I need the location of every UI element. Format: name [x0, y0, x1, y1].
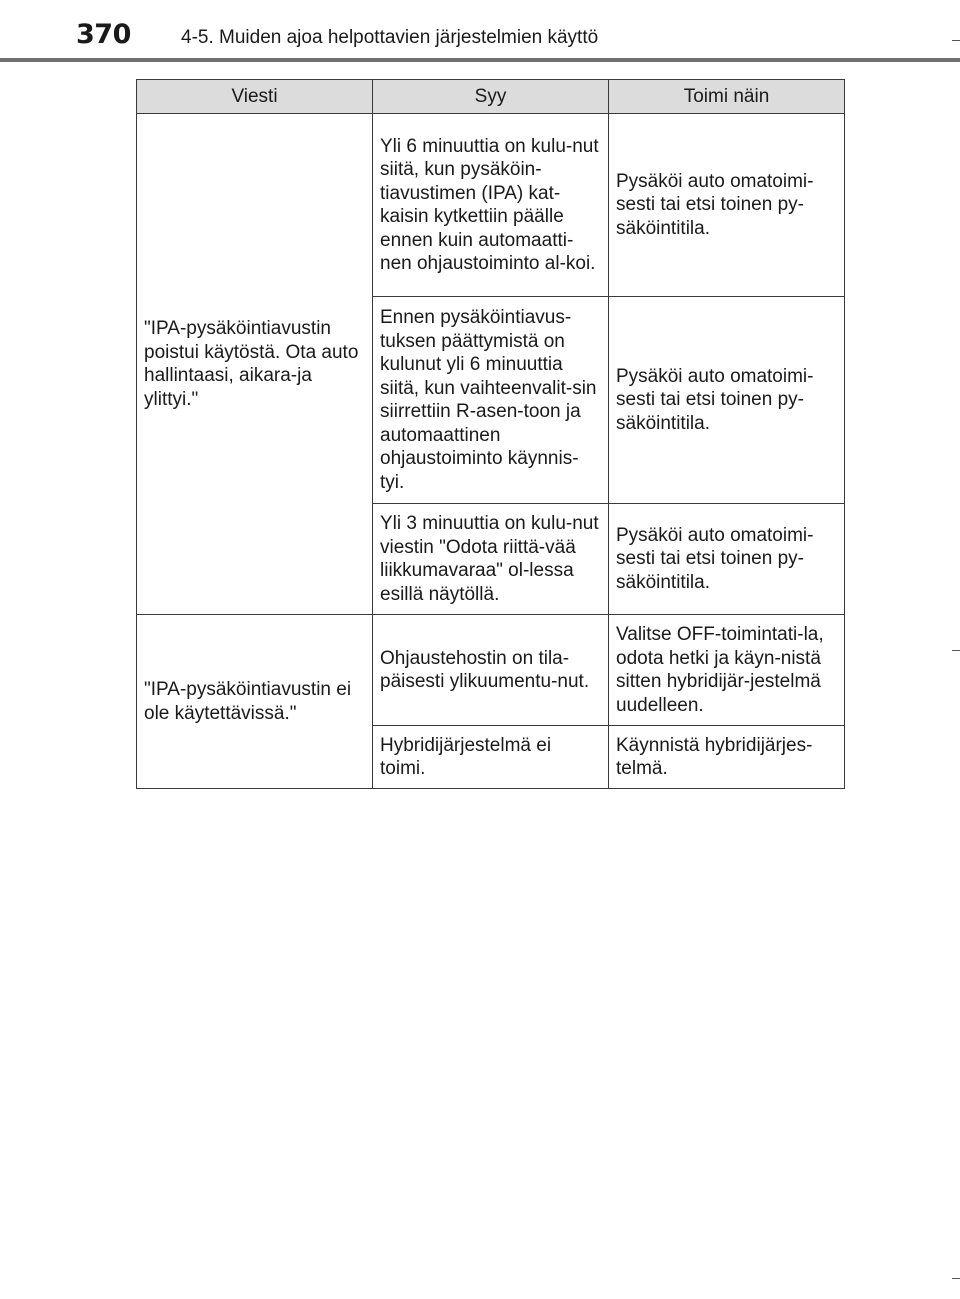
crop-mark: [952, 40, 960, 41]
column-header-message: Viesti: [137, 80, 373, 114]
page-header: [0, 0, 960, 62]
message-text: "IPA-pysäköintiavustin poistui käytöstä. Ota auto hallintaasi, aikara-ja ylittyi.": [144, 318, 359, 410]
action-cell: [609, 615, 845, 726]
page-number: 370: [76, 19, 131, 50]
crop-mark: [952, 1278, 960, 1279]
cause-cell: [373, 615, 609, 726]
message-cell: [137, 615, 373, 789]
cause-text: Ohjaustehostin on tila-päisesti ylikuumentu-nut.: [380, 647, 590, 692]
action-text: Käynnistä hybridijärjes-telmä.: [616, 734, 813, 779]
message-table: [136, 79, 845, 789]
action-cell: [609, 297, 845, 504]
section-title: 4-5. Muiden ajoa helpottavien järjestelmien käyttö: [181, 27, 599, 48]
action-text: Pysäköi auto omatoimi-sesti tai etsi toinen py-säköintitila.: [616, 524, 814, 593]
column-header-cause: Syy: [373, 80, 609, 114]
cause-text: Ennen pysäköintiavus-tuksen päättymistä on kulunut yli 6 minuuttia siitä, kun vaihteenvalit-sin siirrettiin R-asen-toon ja automaattinen ohjaustoiminto käynnis-tyi.: [380, 307, 597, 493]
cause-text: Hybridijärjestelmä ei toimi.: [380, 734, 552, 779]
cause-cell: [373, 726, 609, 789]
column-header-action: Toimi näin: [609, 80, 845, 114]
action-cell: [609, 504, 845, 615]
cause-cell: [373, 504, 609, 615]
table-header-row: [137, 80, 845, 114]
action-cell: [609, 726, 845, 789]
cause-text: Yli 6 minuuttia on kulu-nut siitä, kun pysäköin-tiavustimen (IPA) kat-kaisin kytkettiin päälle ennen kuin automaatti-nen ohjaustoiminto al-koi.: [380, 135, 599, 274]
action-text: Valitse OFF-toimintati-la, odota hetki ja käyn-nistä sitten hybridijär-jestelmä uudelleen.: [616, 624, 824, 716]
message-text: "IPA-pysäköintiavustin ei ole käytettävissä.": [144, 679, 352, 724]
action-text: Pysäköi auto omatoimi-sesti tai etsi toinen py-säköintitila.: [616, 170, 814, 239]
action-text: Pysäköi auto omatoimi-sesti tai etsi toinen py-säköintitila.: [616, 365, 814, 434]
cause-cell: [373, 297, 609, 504]
cause-text: Yli 3 minuuttia on kulu-nut viestin "Odota riittä-vää liikkumavaraa" ol-lessa esillä näytöllä.: [380, 513, 599, 605]
cause-cell: [373, 114, 609, 297]
action-cell: [609, 114, 845, 297]
crop-mark: [952, 650, 960, 651]
table-row: [137, 615, 845, 726]
header-rule: [0, 58, 960, 62]
message-cell: [137, 114, 373, 615]
table-row: [137, 114, 845, 297]
